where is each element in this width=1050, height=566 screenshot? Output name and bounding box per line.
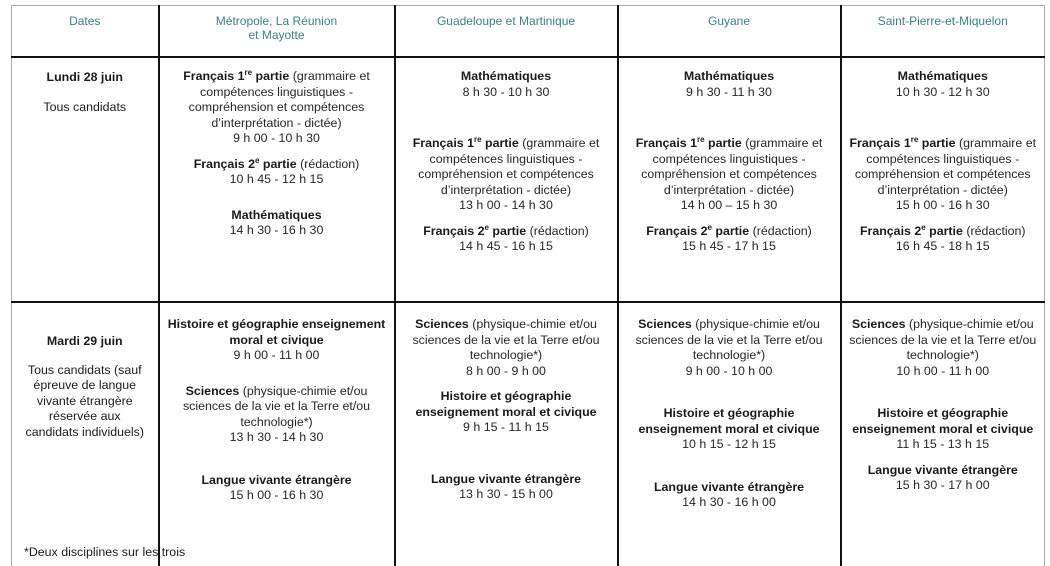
exam-entry bbox=[848, 224, 1039, 255]
date-cell bbox=[12, 302, 159, 566]
exam-entry bbox=[625, 317, 834, 379]
date-note: Tous candidats (sauf épreuve de langue vivante étrangère réservée aux candidats individuels) bbox=[25, 362, 144, 439]
exam-time: 10 h 30 - 12 h 30 bbox=[895, 84, 990, 99]
exam-subject: Mathématiques bbox=[231, 207, 322, 222]
exam-time: 14 h 45 - 16 h 15 bbox=[459, 239, 553, 253]
cell-metropole bbox=[159, 57, 395, 302]
exam-entry bbox=[848, 136, 1039, 214]
header-spm-label: Saint-Pierre-et-Miquelon bbox=[877, 14, 1008, 28]
exam-time: 15 h 00 - 16 h 30 bbox=[895, 198, 990, 212]
header-spm bbox=[841, 6, 1045, 58]
exam-detail: (physique-chimie et/ou sciences de la vie et la Terre et/ou technologie*) bbox=[412, 317, 600, 362]
exam-subject: Sciences bbox=[638, 317, 692, 331]
header-dates bbox=[12, 6, 159, 58]
exam-detail: (grammaire et compétences linguistiques - compréhension et compétences d’interprétation - dictée) bbox=[854, 136, 1037, 197]
header-metropole bbox=[159, 6, 395, 58]
exam-entry bbox=[402, 69, 611, 100]
exam-subject: Histoire et géographie enseignement moral et civique bbox=[638, 406, 820, 436]
exam-entry bbox=[402, 317, 611, 379]
exam-time: 14 h 30 - 16 h 00 bbox=[682, 495, 776, 509]
exam-time: 9 h 00 - 11 h 00 bbox=[233, 348, 320, 362]
exam-time: 9 h 00 - 10 h 30 bbox=[233, 131, 320, 145]
cell-spm bbox=[841, 302, 1045, 566]
cell-metropole bbox=[159, 302, 395, 566]
cell-guadeloupe bbox=[395, 302, 618, 566]
exam-time: 10 h 00 - 11 h 00 bbox=[896, 363, 990, 378]
exam-subject: Mathématiques bbox=[683, 69, 775, 83]
header-guadeloupe bbox=[395, 6, 618, 58]
header-guyane bbox=[618, 6, 841, 58]
exam-entry bbox=[166, 384, 388, 446]
exam-subject: Histoire et géographie enseignement moral et civique bbox=[852, 406, 1034, 436]
exam-subject: Français 1re partie bbox=[635, 135, 742, 150]
exam-entry bbox=[402, 224, 611, 255]
exam-subject: Sciences bbox=[185, 383, 240, 398]
exam-time: 10 h 15 - 12 h 15 bbox=[682, 437, 776, 451]
exam-time: 16 h 45 - 18 h 15 bbox=[895, 239, 990, 253]
exam-entry bbox=[625, 480, 834, 511]
date-note: Tous candidats bbox=[43, 99, 127, 114]
exam-subject: Histoire et géographie enseignement moral et civique bbox=[415, 389, 597, 419]
cell-guyane bbox=[618, 302, 841, 566]
exam-entry bbox=[166, 317, 388, 364]
cell-guadeloupe bbox=[395, 57, 618, 302]
date-title: Mardi 29 juin bbox=[46, 334, 123, 348]
exam-subject: Français 1re partie bbox=[412, 135, 519, 150]
cell-guyane bbox=[618, 57, 841, 302]
exam-time: 13 h 30 - 14 h 30 bbox=[229, 430, 324, 444]
exam-time: 9 h 30 - 11 h 30 bbox=[686, 84, 772, 99]
exam-entry bbox=[625, 224, 834, 255]
header-metropole-line1: Métropole, La Réunion bbox=[215, 14, 338, 28]
exam-entry bbox=[166, 473, 388, 504]
exam-time: 8 h 30 - 10 h 30 bbox=[462, 84, 550, 99]
exam-detail: (rédaction) bbox=[749, 223, 812, 238]
header-row bbox=[12, 6, 1045, 58]
date-cell bbox=[12, 57, 159, 302]
header-dates-label: Dates bbox=[69, 14, 101, 28]
exam-time: 8 h 00 - 9 h 00 bbox=[466, 363, 546, 378]
header-guyane-label: Guyane bbox=[707, 14, 751, 28]
exam-time: 13 h 00 - 14 h 30 bbox=[459, 198, 553, 212]
exam-time: 15 h 45 - 17 h 15 bbox=[682, 239, 776, 253]
exam-detail: (grammaire et compétences linguistiques - compréhension et compétences d’interprétation - dictée) bbox=[641, 136, 823, 197]
exam-subject: Sciences bbox=[415, 317, 469, 331]
exam-time: 13 h 30 - 15 h 00 bbox=[459, 487, 553, 501]
exam-subject: Français 2e partie bbox=[646, 222, 750, 238]
cell-spm bbox=[841, 57, 1045, 302]
exam-time: 9 h 15 - 11 h 15 bbox=[463, 420, 549, 434]
exam-time: 9 h 00 - 10 h 00 bbox=[685, 363, 773, 378]
exam-time: 10 h 45 - 12 h 15 bbox=[229, 172, 324, 186]
exam-detail: (physique-chimie et/ou sciences de la vie et la Terre et/ou technologie*) bbox=[182, 383, 371, 429]
exam-detail: (grammaire et compétences linguistiques - compréhension et compétences d’interprétation - dictée) bbox=[418, 136, 600, 197]
header-guadeloupe-label: Guadeloupe et Martinique bbox=[436, 14, 576, 28]
exam-time: 14 h 30 - 16 h 30 bbox=[229, 223, 324, 237]
exam-entry bbox=[402, 472, 611, 503]
exam-schedule-table bbox=[11, 5, 1045, 566]
exam-time: 15 h 00 - 16 h 30 bbox=[229, 488, 324, 502]
exam-entry bbox=[402, 136, 611, 214]
footnote: *Deux disciplines sur les trois bbox=[24, 545, 186, 559]
exam-subject: Langue vivante étrangère bbox=[867, 462, 1018, 477]
exam-time: 15 h 30 - 17 h 00 bbox=[895, 478, 990, 492]
exam-subject: Histoire et géographie enseignement moral et civique bbox=[167, 317, 386, 347]
exam-subject: Mathématiques bbox=[460, 69, 552, 83]
exam-subject: Français 2e partie bbox=[423, 222, 527, 238]
header-metropole-line2: et Mayotte bbox=[248, 28, 305, 42]
exam-entry bbox=[625, 136, 834, 214]
exam-entry bbox=[625, 69, 834, 100]
exam-entry bbox=[166, 69, 388, 147]
exam-entry bbox=[848, 69, 1039, 100]
exam-subject: Sciences bbox=[851, 317, 906, 331]
exam-entry bbox=[402, 389, 611, 436]
exam-detail: (physique-chimie et/ou sciences de la vie et la Terre et/ou technologie*) bbox=[849, 317, 1037, 362]
exam-entry bbox=[848, 317, 1039, 379]
exam-subject: Mathématiques bbox=[897, 69, 988, 83]
exam-entry bbox=[848, 463, 1039, 494]
exam-subject: Langue vivante étrangère bbox=[653, 479, 805, 494]
exam-detail: (grammaire et compétences linguistiques - compréhension et compétences d’interprétation - dictée) bbox=[188, 69, 370, 130]
exam-detail: (physique-chimie et/ou sciences de la vie et la Terre et/ou technologie*) bbox=[635, 317, 823, 362]
table-row-day-1 bbox=[12, 57, 1045, 302]
exam-entry bbox=[848, 406, 1039, 453]
exam-time: 14 h 00 – 15 h 30 bbox=[680, 198, 778, 212]
exam-subject: Français 1re partie bbox=[183, 68, 290, 83]
exam-subject: Français 2e partie bbox=[193, 155, 297, 171]
exam-entry bbox=[625, 406, 834, 453]
exam-entry bbox=[166, 208, 388, 239]
exam-subject: Langue vivante étrangère bbox=[201, 472, 352, 487]
table-row-day-2 bbox=[12, 302, 1045, 566]
exam-detail: (rédaction) bbox=[962, 223, 1026, 238]
exam-subject: Langue vivante étrangère bbox=[430, 471, 582, 486]
exam-detail: (rédaction) bbox=[296, 156, 360, 171]
exam-subject: Français 1re partie bbox=[849, 135, 956, 150]
exam-detail: (rédaction) bbox=[526, 223, 589, 238]
exam-time: 11 h 15 - 13 h 15 bbox=[896, 437, 990, 451]
exam-subject: Français 2e partie bbox=[859, 222, 963, 238]
date-title: Lundi 28 juin bbox=[46, 70, 123, 84]
exam-entry bbox=[166, 157, 388, 188]
